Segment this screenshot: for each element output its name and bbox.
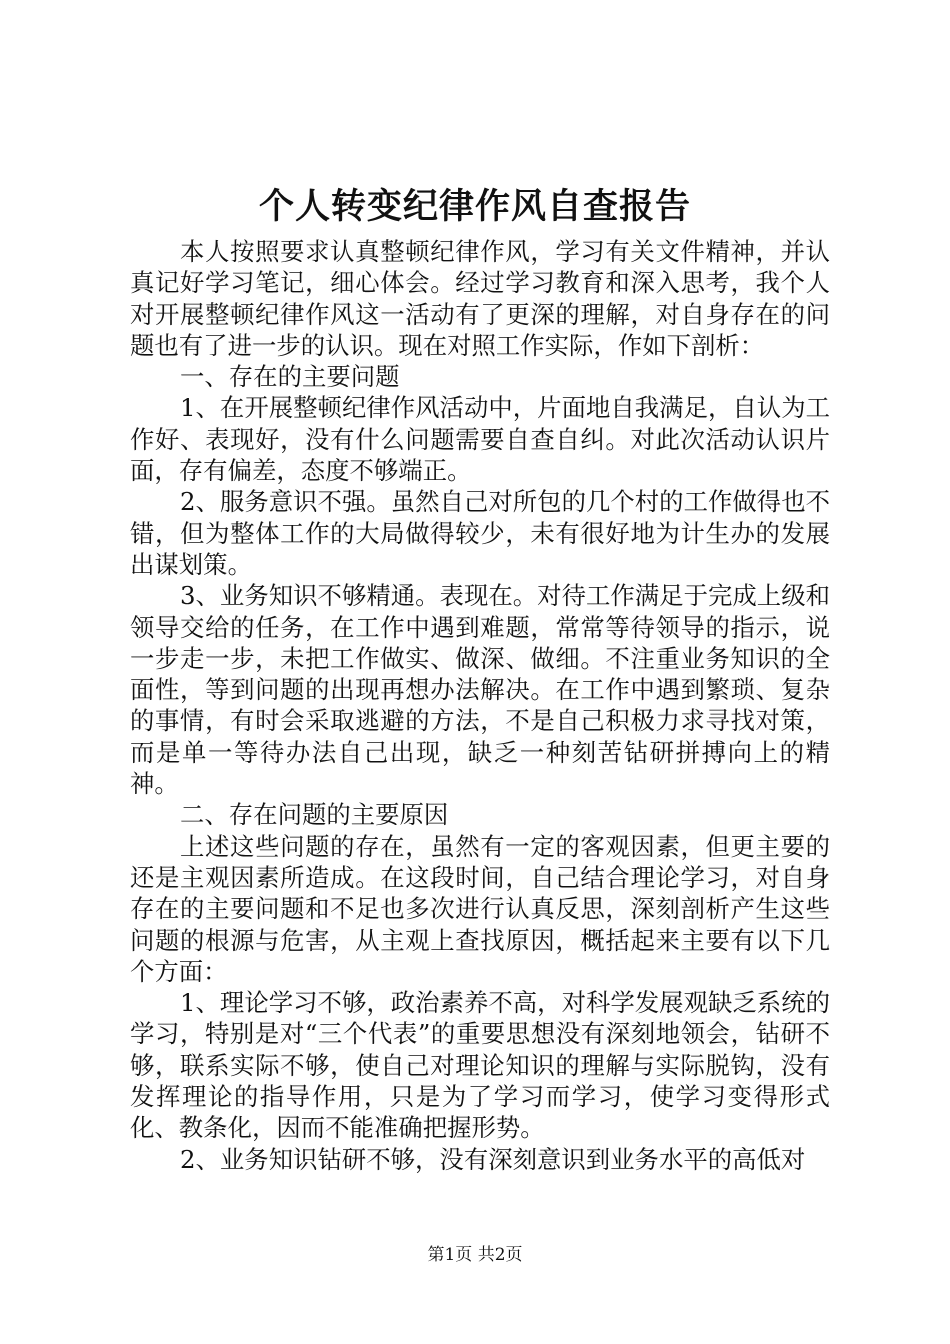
causes-intro-paragraph: 上述这些问题的存在，虽然有一定的客观因素，但更主要的还是主观因素所造成。在这段时间，自己结合理论学习，对自身存在的主要问题和不足也多次进行认真反思，深刻剖析产生这些问题的根源与危害，从主观上查找原因，概括起来主要有以下几个方面： xyxy=(130,831,830,986)
document-title: 个人转变纪律作风自查报告 xyxy=(258,186,691,227)
section-heading-problems: 一、存在的主要问题 xyxy=(180,362,400,392)
document-body xyxy=(130,236,830,1175)
cause-item-2: 2、业务知识钻研不够，没有深刻意识到业务水平的高低对 xyxy=(180,1144,806,1174)
page-number-footer: 第1页 共2页 xyxy=(427,1245,523,1265)
problem-item-2: 2、服务意识不强。虽然自己对所包的几个村的工作做得也不错，但为整体工作的大局做得较少，未有很好地为计生办的发展出谋划策。 xyxy=(130,487,830,579)
intro-paragraph: 本人按照要求认真整顿纪律作风，学习有关文件精神，并认真记好学习笔记，细心体会。经过学习教育和深入思考，我个人对开展整顿纪律作风这一活动有了更深的理解，对自身存在的问题也有了进一步的认识。现在对照工作实际，作如下剖析： xyxy=(130,237,830,360)
problem-item-1: 1、在开展整顿纪律作风活动中，片面地自我满足，自认为工作好、表现好，没有什么问题需要自查自纠。对此次活动认识片面，存有偏差，态度不够端正。 xyxy=(130,393,830,486)
section-heading-causes: 二、存在问题的主要原因 xyxy=(180,800,449,830)
cause-item-1: 1、理论学习不够，政治素养不高，对科学发展观缺乏系统的学习，特别是对“三个代表”的重要思想没有深刻地领会，钻研不够，联系实际不够，使自己对理论知识的理解与实际脱钩，没有发挥理论的指导作用，只是为了学习而学习，使学习变得形式化、教条化，因而不能准确把握形势。 xyxy=(130,988,830,1143)
problem-item-3: 3、业务知识不够精通。表现在。对待工作满足于完成上级和领导交给的任务，在工作中遇到难题，常常等待领导的指示，说一步走一步，未把工作做实、做深、做细。不注重业务知识的全面性，等到问题的出现再想办法解决。在工作中遇到繁琐、复杂的事情，有时会采取逃避的方法，不是自己积极力求寻找对策，而是单一等待办法自己出现，缺乏一种刻苦钻研拼搏向上的精神。 xyxy=(130,581,830,799)
